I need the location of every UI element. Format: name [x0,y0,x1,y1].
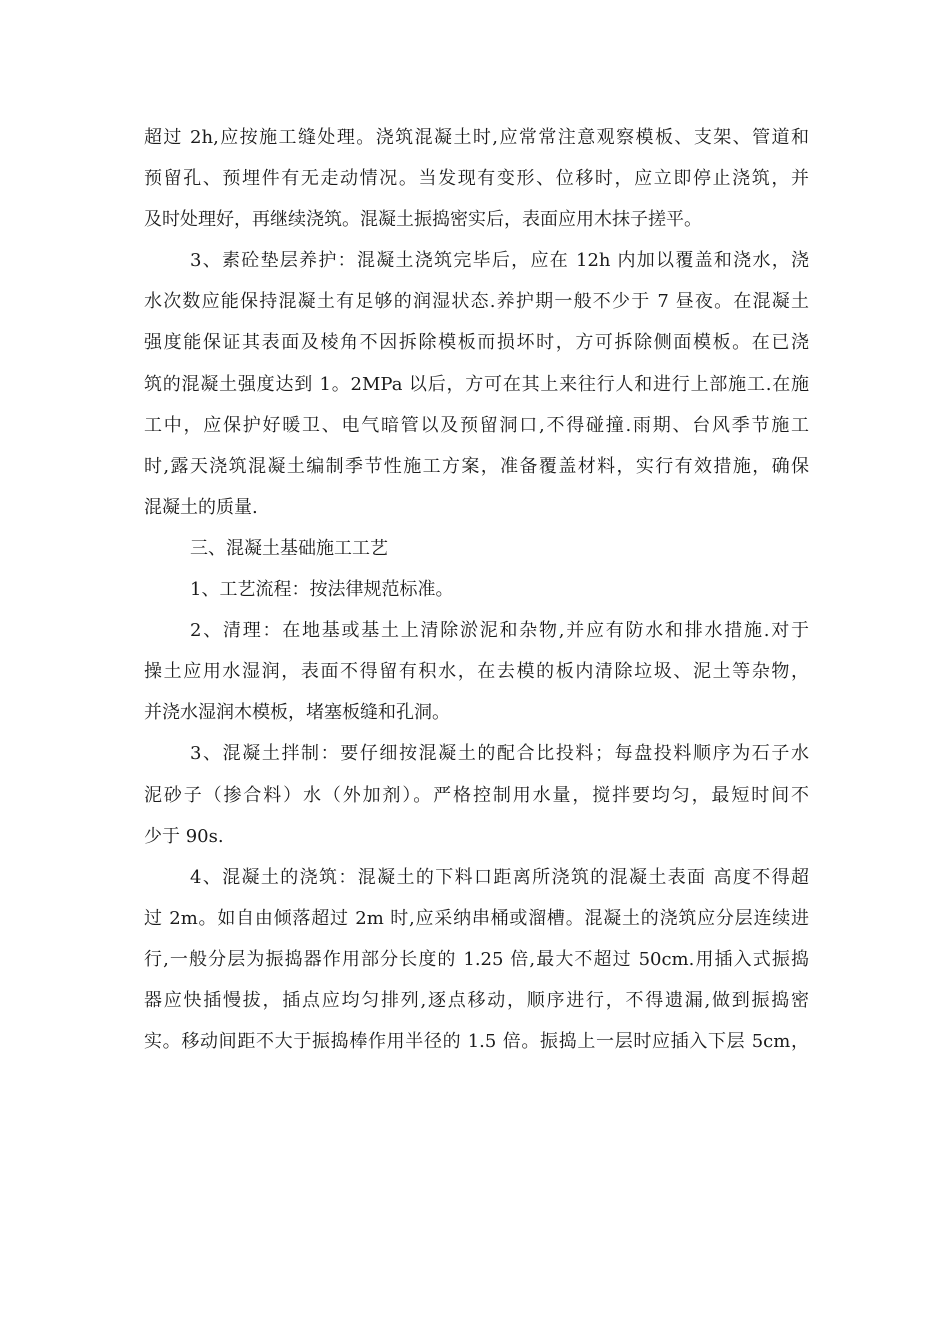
text-line: 1、工艺流程：按法律规范标准。 [190,579,454,601]
text-line: 少于 90s. [144,825,224,847]
text-line: 三、混凝土基础施工工艺 [190,537,388,559]
text-line: 3、素砼垫层养护：混凝土浇筑完毕后，应在 12h 内加以覆盖和浇水，浇 [190,250,809,272]
text-line: 及时处理好，再继续浇筑。混凝土振捣密实后，表面应用木抹子搓平。 [144,209,702,231]
text-line: 筑的混凝土强度达到 1。2MPa 以后，方可在其上来往行人和进行上部施工.在施 [144,373,809,395]
paragraph [144,569,809,610]
text-line: 2、清理：在地基或基土上清除淤泥和杂物,并应有防水和排水措施.对于 [190,620,809,642]
paragraph [144,240,809,528]
paragraph [144,117,809,240]
text-line: 行,一般分层为振捣器作用部分长度的 1.25 倍,最大不超过 50cm.用插入式振捣 [144,948,809,970]
text-line: 水次数应能保持混凝土有足够的润湿状态.养护期一般不少于 7 昼夜。在混凝土 [144,291,809,313]
text-line: 预留孔、预埋件有无走动情况。当发现有变形、位移时，应立即停止浇筑，并 [144,168,809,190]
text-line: 过 2m。如自由倾落超过 2m 时,应采纳串桶或溜槽。混凝土的浇筑应分层连续进 [144,907,809,929]
text-line: 操土应用水湿润，表面不得留有积水，在去模的板内清除垃圾、泥土等杂物， [144,661,809,683]
text-line: 混凝土的质量. [144,496,258,518]
text-line: 4、混凝土的浇筑：混凝土的下料口距离所浇筑的混凝土表面 高度不得超 [190,866,809,888]
document-body [144,117,809,1062]
text-line: 超过 2h,应按施工缝处理。浇筑混凝土时,应常常注意观察模板、支架、管道和 [144,127,809,148]
text-line: 3、混凝土拌制：要仔细按混凝土的配合比投料；每盘投料顺序为石子水 [190,743,809,765]
text-line: 器应快插慢拔，插点应均匀排列,逐点移动，顺序进行，不得遗漏,做到振捣密 [144,989,809,1011]
text-line: 强度能保证其表面及棱角不因拆除模板而损坏时，方可拆除侧面模板。在已浇 [144,332,809,354]
text-line: 工中，应保护好暖卫、电气暗管以及预留洞口,不得碰撞.雨期、台风季节施工 [144,414,809,436]
paragraph [144,733,809,856]
text-line: 并浇水湿润木模板，堵塞板缝和孔洞。 [144,702,450,724]
text-line: 泥砂子（掺合料）水（外加剂）。严格控制用水量，搅拌要均匀，最短时间不 [144,784,809,806]
paragraph [144,857,809,1062]
text-line: 时,露天浇筑混凝土编制季节性施工方案，准备覆盖材料，实行有效措施，确保 [144,455,809,477]
paragraph [144,610,809,733]
section-heading [144,528,809,569]
text-line: 实。移动间距不大于振捣棒作用半径的 1.5 倍。振捣上一层时应插入下层 5cm， [144,1031,809,1053]
